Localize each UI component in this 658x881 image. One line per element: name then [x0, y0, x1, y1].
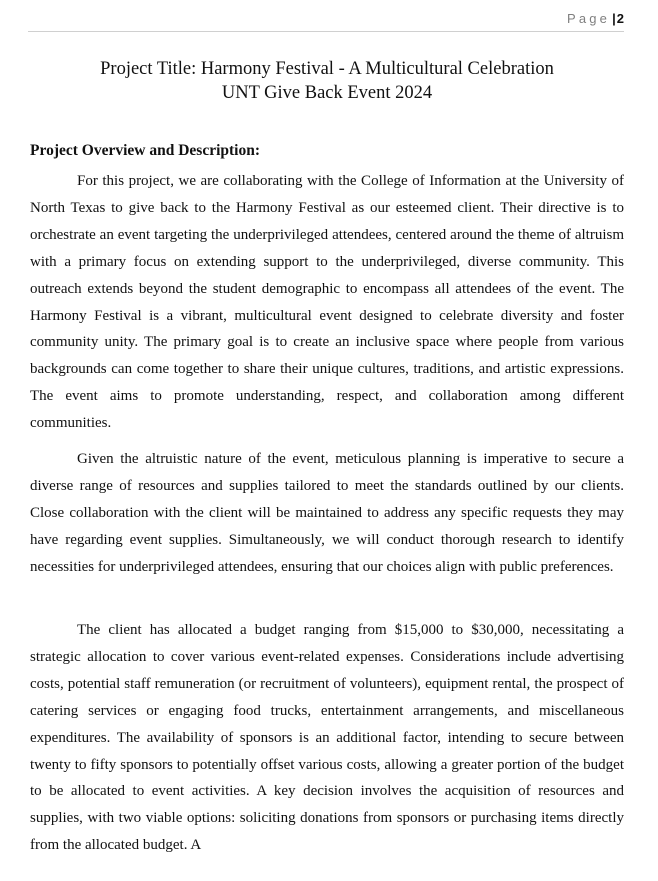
paragraph-planning: Given the altruistic nature of the event, meticulous planning is imperative to secure a diverse range of resources and supplies tailored to meet the standards outlined by our clients. Close collaboration with the client will be maintained to address any specific requests they may have regarding event supplies. Simultaneously, we will conduct thorough research to identify necessities for underprivileged attendees, ensuring that our choices align with public preferences. [30, 451, 624, 575]
page-separator: | [612, 11, 616, 26]
document-title [0, 57, 654, 105]
title-line-project: Project Title: Harmony Festival - A Multicultural Celebration [100, 59, 554, 79]
page-number-value: 2 [616, 11, 624, 26]
page-header [28, 10, 624, 32]
page-number [567, 11, 624, 27]
paragraph-overview: For this project, we are collaborating with the College of Information at the University of North Texas to give back to the Harmony Festival as our esteemed client. Their directive is to orchestrate an event targeting the underprivileged attendees, centered around the theme of altruism with a primary focus on extending support to the underprivileged, diverse community. This outreach extends beyond the student demographic to encompass all attendees of the event. The Harmony Festival is a vibrant, multicultural event designed to celebrate diversity and foster community unity. The primary goal is to create an inclusive space where people from various backgrounds can come together to share their unique cultures, traditions, and artistic expressions. The event aims to promote understanding, respect, and collaboration among different communities. [30, 173, 624, 432]
section-heading: Project Overview and Description: [30, 142, 261, 159]
page-label: Page [566, 11, 611, 26]
paragraph-budget: The client has allocated a budget ranging from $15,000 to $30,000, necessitating a strategic allocation to cover various event-related expenses. Considerations include advertising costs, potential staff remuneration (or recruitment of volunteers), equipment rental, the prospect of catering services or engaging food trucks, entertainment arrangements, and miscellaneous expenditures. The availability of sponsors is an additional factor, intending to secure between twenty to fifty sponsors to potentially offset various costs, allowing a greater portion of the budget to be allocated to event activities. A key decision involves the acquisition of resources and supplies, with two viable options: soliciting donations from sponsors or purchasing items directly from the allocated budget. A [30, 622, 624, 854]
title-line-event: UNT Give Back Event 2024 [221, 83, 433, 103]
